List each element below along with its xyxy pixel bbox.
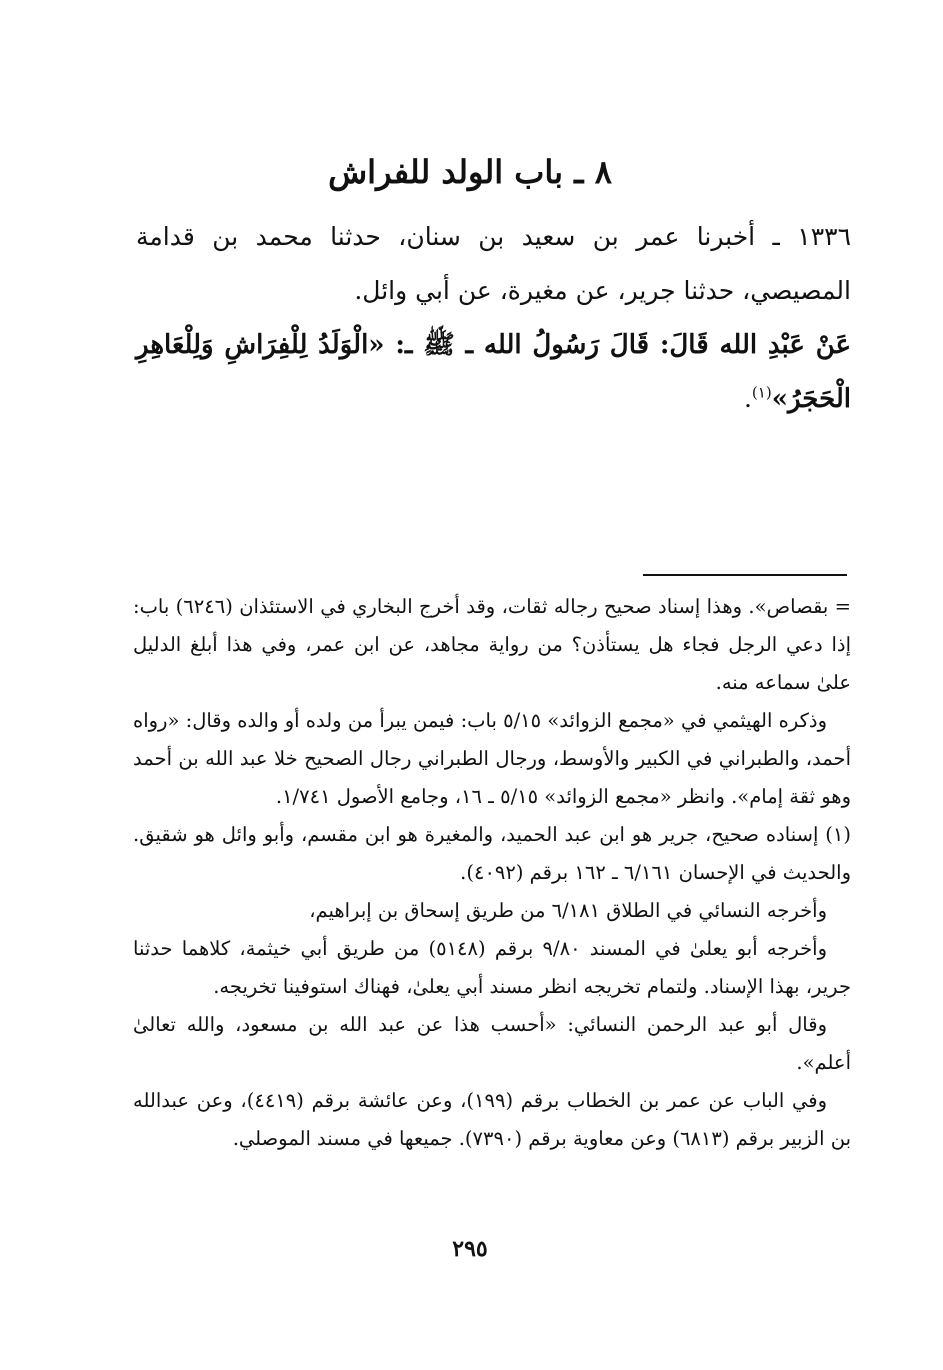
footnote-continued-paragraph: = بقصاص». وهذا إسناد صحيح رجاله ثقات، وقد أخرج البخاري في الاستئذان (٦٢٤٦) باب: إذا دعي الرجل فجاء هل يستأذن؟ من رواية مجاهد، عن ابن عمر، وفي هذا أبلغ الدليل علىٰ سماعه منه. — [133, 595, 851, 694]
hadith-matn-text: عَنْ عَبْدِ الله قَالَ: قَالَ رَسُولُ الله ـ ﷺ ـ: «الْوَلَدُ لِلْفِرَاشِ وَلِلْعَاهِرِ الْحَجَرُ» — [136, 330, 851, 414]
hadith-isnad: ١٣٣٦ ـ أخبرنا عمر بن سعيد بن سنان، حدثنا محمد بن قدامة المصيصي، حدثنا جرير، عن مغيرة، عن أبي وائل. — [136, 222, 851, 305]
footnote-reference[interactable]: (١) — [751, 383, 772, 402]
footnote-1-paragraph: وأخرجه أبو يعلىٰ في المسند ٩/٨٠ برقم (٥١٤٨) من طريق أبي خيثمة، كلاهما حدثنا جرير، بهذا الإسناد. ولتمام تخريجه انظر مسند أبي يعلىٰ، فهناك استوفينا تخريجه. — [133, 937, 851, 998]
footnote-1-paragraph: وأخرجه النسائي في الطلاق ٦/١٨١ من طريق إسحاق بن إبراهيم، — [309, 899, 827, 922]
chapter-title: ٨ ـ باب الولد للفراش — [328, 153, 612, 191]
hadith-matn — [136, 318, 851, 426]
footnote-1-paragraph: (١) إسناده صحيح، جرير هو ابن عبد الحميد، والمغيرة هو ابن مقسم، وأبو وائل هو شقيق. والحديث في الإحسان ٦/١٦١ ـ ١٦٢ برقم (٤٠٩٢). — [133, 823, 851, 884]
footnote-1-paragraph: وفي الباب عن عمر بن الخطاب برقم (١٩٩)، وعن عائشة برقم (٤٤١٩)، وعن عبدالله بن الزبير برقم (٦٨١٣) وعن معاوية برقم (٧٣٩٠). جميعها في مسند الموصلي. — [133, 1089, 851, 1150]
footnote-continued-paragraph: وذكره الهيثمي في «مجمع الزوائد» ٥/١٥ باب: فيمن يبرأ من ولده أو والده وقال: «رواه أحمد، والطبراني في الكبير والأوسط، ورجال الطبراني رجال الصحيح خلا عبد الله بن أحمد وهو ثقة إمام». وانظر «مجمع الزوائد» ٥/١٥ ـ ١٦، وجامع الأصول ١/٧٤١. — [133, 709, 851, 808]
footnotes-section — [133, 588, 851, 1158]
hadith-block — [136, 210, 851, 426]
hadith-end-mark: . — [743, 384, 752, 413]
footnote-separator — [643, 574, 847, 576]
footnote-1-paragraph: وقال أبو عبد الرحمن النسائي: «أحسب هذا عن عبد الله بن مسعود، والله تعالىٰ أعلم». — [133, 1013, 851, 1074]
page-number: ٢٩٥ — [452, 1236, 488, 1262]
